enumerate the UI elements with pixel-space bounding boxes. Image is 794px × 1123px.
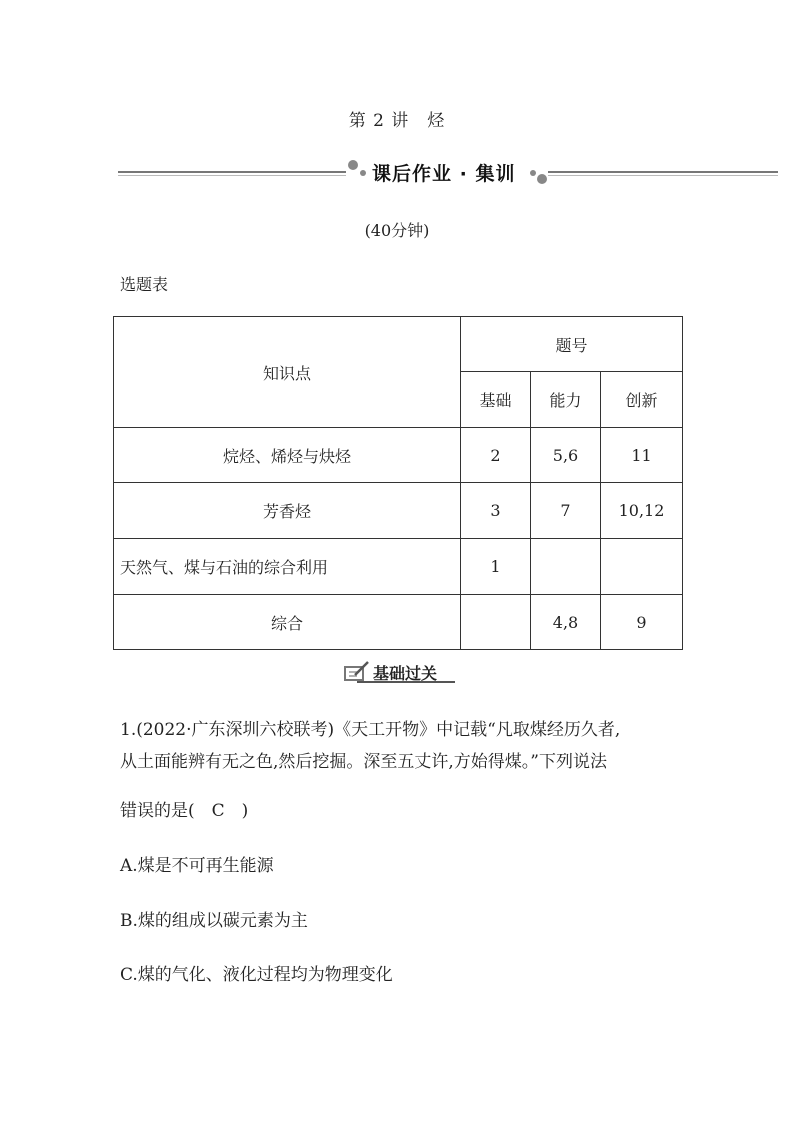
basic-cell xyxy=(461,595,531,650)
basic-cell: 3 xyxy=(461,483,531,539)
header-innovation: 创新 xyxy=(601,372,683,428)
topic-cell: 综合 xyxy=(114,595,461,650)
banner-line-right xyxy=(548,171,778,173)
innovation-cell xyxy=(601,539,683,595)
table-row xyxy=(114,539,683,595)
header-basic: 基础 xyxy=(461,372,531,428)
question-1-line-2: 从土面能辨有无之色,然后挖掘。深至五丈许,方始得煤。”下列说法 xyxy=(120,752,607,772)
banner-line-left xyxy=(118,171,346,173)
banner-dot-icon xyxy=(348,160,358,170)
topic-cell: 天然气、煤与石油的综合利用 xyxy=(114,539,461,595)
table-row xyxy=(114,483,683,539)
topic-table xyxy=(113,316,683,650)
innovation-cell: 10,12 xyxy=(601,483,683,539)
table-row xyxy=(114,428,683,483)
question-1-line-1: 1.(2022·广东深圳六校联考)《天工开物》中记载“凡取煤经历久者, xyxy=(120,720,621,740)
banner-dot-icon xyxy=(530,170,536,176)
innovation-cell: 9 xyxy=(601,595,683,650)
basic-cell: 1 xyxy=(461,539,531,595)
section-banner xyxy=(118,156,778,190)
banner-dot-icon xyxy=(360,170,366,176)
banner-title: 课后作业 · 集训 xyxy=(372,163,516,185)
header-ability: 能力 xyxy=(531,372,601,428)
section-underline xyxy=(357,681,455,683)
option-c: C.煤的气化、液化过程均为物理变化 xyxy=(120,965,393,985)
ability-cell xyxy=(531,539,601,595)
lesson-title: 第 2 讲 烃 xyxy=(348,111,446,131)
ability-cell: 4,8 xyxy=(531,595,601,650)
header-question-numbers: 题号 xyxy=(461,317,683,372)
section-heading xyxy=(343,659,455,685)
topic-cell: 芳香烃 xyxy=(114,483,461,539)
table-row xyxy=(114,595,683,650)
topic-cell: 烷烃、烯烃与炔烃 xyxy=(114,428,461,483)
ability-cell: 7 xyxy=(531,483,601,539)
innovation-cell: 11 xyxy=(601,428,683,483)
header-knowledge: 知识点 xyxy=(114,317,461,428)
section-title: 基础过关 xyxy=(373,664,438,683)
banner-line-right-thin xyxy=(548,175,778,176)
option-b: B.煤的组成以碳元素为主 xyxy=(120,911,308,931)
option-a: A.煤是不可再生能源 xyxy=(120,856,274,876)
question-1-line-3: 错误的是( C ) xyxy=(120,801,249,821)
duration-text: (40分钟) xyxy=(364,221,430,240)
ability-cell: 5,6 xyxy=(531,428,601,483)
pen-paper-icon xyxy=(343,659,371,683)
banner-dot-icon xyxy=(537,174,547,184)
banner-line-left-thin xyxy=(118,175,346,176)
basic-cell: 2 xyxy=(461,428,531,483)
table-label: 选题表 xyxy=(120,275,169,294)
